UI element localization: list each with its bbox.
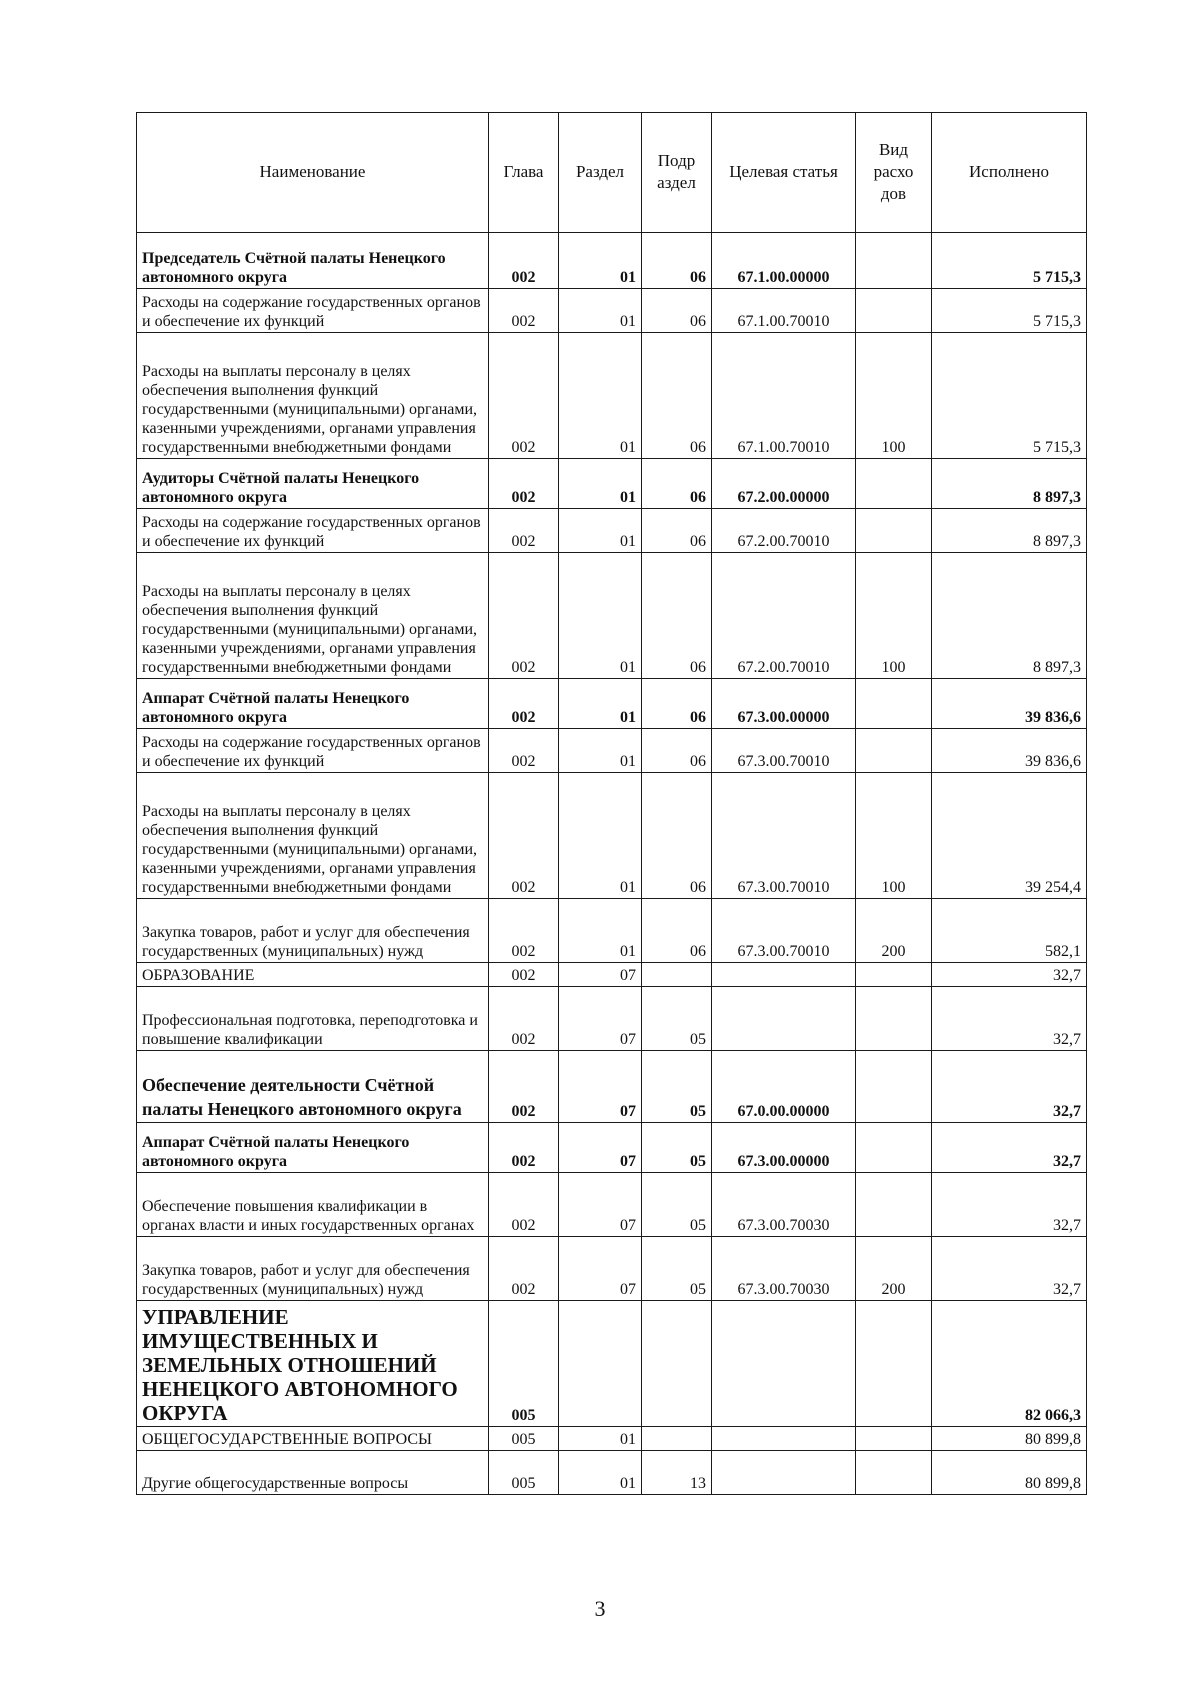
row-vid [856, 1301, 932, 1427]
row-podrazdel: 06 [642, 773, 712, 899]
row-razdel: 07 [559, 963, 642, 987]
row-glava: 002 [489, 333, 559, 459]
row-razdel: 01 [559, 773, 642, 899]
table-row [137, 987, 1087, 1051]
row-podrazdel: 06 [642, 333, 712, 459]
table-row [137, 233, 1087, 289]
row-razdel: 01 [559, 1427, 642, 1451]
row-glava: 005 [489, 1451, 559, 1495]
row-name: Другие общегосударственные вопросы [137, 1451, 489, 1495]
page-number: 3 [594, 1596, 606, 1621]
row-podrazdel [642, 963, 712, 987]
row-ispolneno: 32,7 [932, 963, 1087, 987]
row-podrazdel: 06 [642, 509, 712, 553]
row-razdel: 01 [559, 679, 642, 729]
table-row [137, 509, 1087, 553]
budget-table [136, 112, 1087, 1495]
header-vid: Вид расхо дов [856, 113, 932, 233]
row-podrazdel [642, 1301, 712, 1427]
row-glava: 002 [489, 289, 559, 333]
row-celevaya: 67.0.00.00000 [712, 1051, 856, 1123]
row-vid: 100 [856, 333, 932, 459]
row-name: Расходы на выплаты персоналу в целях обеспечения выполнения функций государственными (муниципальными) органами, казенными учреждениями, органами управления государственными внебюджетными фондами [137, 333, 489, 459]
row-name: Закупка товаров, работ и услуг для обеспечения государственных (муниципальных) нужд [137, 899, 489, 963]
row-glava: 005 [489, 1427, 559, 1451]
row-vid [856, 1451, 932, 1495]
row-ispolneno: 32,7 [932, 1237, 1087, 1301]
table-row [137, 899, 1087, 963]
row-celevaya [712, 987, 856, 1051]
table-row [137, 1427, 1087, 1451]
row-podrazdel: 06 [642, 729, 712, 773]
table-row [137, 1173, 1087, 1237]
row-razdel: 01 [559, 233, 642, 289]
row-name: УПРАВЛЕНИЕ ИМУЩЕСТВЕННЫХ И ЗЕМЕЛЬНЫХ ОТНОШЕНИЙ НЕНЕЦКОГО АВТОНОМНОГО ОКРУГА [137, 1301, 489, 1427]
header-podrazdel: Подр аздел [642, 113, 712, 233]
row-glava: 002 [489, 899, 559, 963]
row-celevaya: 67.2.00.00000 [712, 459, 856, 509]
row-razdel: 07 [559, 1123, 642, 1173]
row-name: Обеспечение повышения квалификации в органах власти и иных государственных органах [137, 1173, 489, 1237]
row-vid [856, 1173, 932, 1237]
row-glava: 002 [489, 509, 559, 553]
row-celevaya: 67.3.00.70010 [712, 729, 856, 773]
row-name: Обеспечение деятельности Счётной палаты Ненецкого автономного округа [137, 1051, 489, 1123]
row-name: Председатель Счётной палаты Ненецкого автономного округа [137, 233, 489, 289]
row-vid: 200 [856, 1237, 932, 1301]
table-row [137, 1123, 1087, 1173]
row-glava: 002 [489, 553, 559, 679]
table-row [137, 553, 1087, 679]
row-name: Аппарат Счётной палаты Ненецкого автономного округа [137, 1123, 489, 1173]
header-ispolneno: Исполнено [932, 113, 1087, 233]
row-glava: 002 [489, 1051, 559, 1123]
row-celevaya: 67.3.00.00000 [712, 679, 856, 729]
row-celevaya: 67.1.00.70010 [712, 289, 856, 333]
row-vid: 100 [856, 553, 932, 679]
row-celevaya [712, 963, 856, 987]
row-vid [856, 679, 932, 729]
row-name: Аппарат Счётной палаты Ненецкого автономного округа [137, 679, 489, 729]
row-podrazdel: 06 [642, 679, 712, 729]
row-razdel: 01 [559, 509, 642, 553]
row-podrazdel: 06 [642, 459, 712, 509]
table-row [137, 963, 1087, 987]
row-vid [856, 1123, 932, 1173]
row-vid: 100 [856, 773, 932, 899]
row-celevaya: 67.1.00.00000 [712, 233, 856, 289]
row-podrazdel: 05 [642, 1237, 712, 1301]
row-vid [856, 987, 932, 1051]
row-ispolneno: 32,7 [932, 987, 1087, 1051]
row-celevaya: 67.3.00.70010 [712, 773, 856, 899]
row-vid [856, 289, 932, 333]
row-celevaya: 67.3.00.00000 [712, 1123, 856, 1173]
row-podrazdel: 06 [642, 553, 712, 679]
table-row [137, 1301, 1087, 1427]
row-name: Профессиональная подготовка, переподготовка и повышение квалификации [137, 987, 489, 1051]
header-glava: Глава [489, 113, 559, 233]
row-ispolneno: 32,7 [932, 1123, 1087, 1173]
row-name: Расходы на выплаты персоналу в целях обеспечения выполнения функций государственными (муниципальными) органами, казенными учреждениями, органами управления государственными внебюджетными фондами [137, 553, 489, 679]
row-podrazdel: 05 [642, 1173, 712, 1237]
row-razdel: 07 [559, 987, 642, 1051]
row-podrazdel: 06 [642, 899, 712, 963]
row-podrazdel: 13 [642, 1451, 712, 1495]
row-razdel [559, 1301, 642, 1427]
row-glava: 002 [489, 773, 559, 899]
row-ispolneno: 32,7 [932, 1173, 1087, 1237]
header-razdel: Раздел [559, 113, 642, 233]
table-row [137, 773, 1087, 899]
row-glava: 002 [489, 963, 559, 987]
row-vid [856, 963, 932, 987]
row-name: ОБРАЗОВАНИЕ [137, 963, 489, 987]
row-razdel: 01 [559, 899, 642, 963]
row-celevaya: 67.1.00.70010 [712, 333, 856, 459]
row-podrazdel: 06 [642, 289, 712, 333]
row-razdel: 01 [559, 1451, 642, 1495]
table-row [137, 333, 1087, 459]
row-ispolneno: 39 254,4 [932, 773, 1087, 899]
table-row [137, 1237, 1087, 1301]
row-vid: 200 [856, 899, 932, 963]
table-row [137, 1051, 1087, 1123]
table-row [137, 459, 1087, 509]
row-glava: 002 [489, 1123, 559, 1173]
row-glava: 002 [489, 1173, 559, 1237]
row-razdel: 07 [559, 1173, 642, 1237]
row-celevaya: 67.3.00.70030 [712, 1173, 856, 1237]
row-ispolneno: 39 836,6 [932, 679, 1087, 729]
row-name: ОБЩЕГОСУДАРСТВЕННЫЕ ВОПРОСЫ [137, 1427, 489, 1451]
row-glava: 002 [489, 233, 559, 289]
row-vid [856, 729, 932, 773]
row-razdel: 07 [559, 1051, 642, 1123]
row-ispolneno: 8 897,3 [932, 553, 1087, 679]
row-razdel: 01 [559, 289, 642, 333]
row-name: Закупка товаров, работ и услуг для обеспечения государственных (муниципальных) нужд [137, 1237, 489, 1301]
row-razdel: 01 [559, 553, 642, 679]
row-vid [856, 509, 932, 553]
row-celevaya: 67.2.00.70010 [712, 509, 856, 553]
row-glava: 002 [489, 1237, 559, 1301]
row-ispolneno: 80 899,8 [932, 1451, 1087, 1495]
row-vid [856, 233, 932, 289]
row-ispolneno: 80 899,8 [932, 1427, 1087, 1451]
row-name: Расходы на выплаты персоналу в целях обеспечения выполнения функций государственными (муниципальными) органами, казенными учреждениями, органами управления государственными внебюджетными фондами [137, 773, 489, 899]
row-razdel: 01 [559, 459, 642, 509]
row-name: Аудиторы Счётной палаты Ненецкого автономного округа [137, 459, 489, 509]
row-celevaya: 67.3.00.70030 [712, 1237, 856, 1301]
row-podrazdel: 06 [642, 233, 712, 289]
row-celevaya: 67.3.00.70010 [712, 899, 856, 963]
row-glava: 002 [489, 679, 559, 729]
row-vid [856, 1051, 932, 1123]
row-ispolneno: 8 897,3 [932, 459, 1087, 509]
row-name: Расходы на содержание государственных органов и обеспечение их функций [137, 289, 489, 333]
row-name: Расходы на содержание государственных органов и обеспечение их функций [137, 729, 489, 773]
table-row [137, 729, 1087, 773]
row-celevaya [712, 1301, 856, 1427]
row-ispolneno: 32,7 [932, 1051, 1087, 1123]
row-celevaya: 67.2.00.70010 [712, 553, 856, 679]
row-ispolneno: 582,1 [932, 899, 1087, 963]
row-ispolneno: 39 836,6 [932, 729, 1087, 773]
row-vid [856, 459, 932, 509]
row-glava: 002 [489, 987, 559, 1051]
row-celevaya [712, 1451, 856, 1495]
row-razdel: 01 [559, 729, 642, 773]
row-ispolneno: 82 066,3 [932, 1301, 1087, 1427]
header-celevaya: Целевая статья [712, 113, 856, 233]
row-celevaya [712, 1427, 856, 1451]
row-podrazdel: 05 [642, 987, 712, 1051]
row-ispolneno: 5 715,3 [932, 289, 1087, 333]
row-podrazdel: 05 [642, 1051, 712, 1123]
row-razdel: 01 [559, 333, 642, 459]
row-ispolneno: 5 715,3 [932, 233, 1087, 289]
header-name: Наименование [137, 113, 489, 233]
row-podrazdel [642, 1427, 712, 1451]
table-header-row [137, 113, 1087, 233]
row-podrazdel: 05 [642, 1123, 712, 1173]
row-ispolneno: 5 715,3 [932, 333, 1087, 459]
row-glava: 005 [489, 1301, 559, 1427]
table-row [137, 679, 1087, 729]
row-razdel: 07 [559, 1237, 642, 1301]
row-vid [856, 1427, 932, 1451]
table-row [137, 1451, 1087, 1495]
row-glava: 002 [489, 459, 559, 509]
table-row [137, 289, 1087, 333]
row-glava: 002 [489, 729, 559, 773]
row-name: Расходы на содержание государственных органов и обеспечение их функций [137, 509, 489, 553]
row-ispolneno: 8 897,3 [932, 509, 1087, 553]
